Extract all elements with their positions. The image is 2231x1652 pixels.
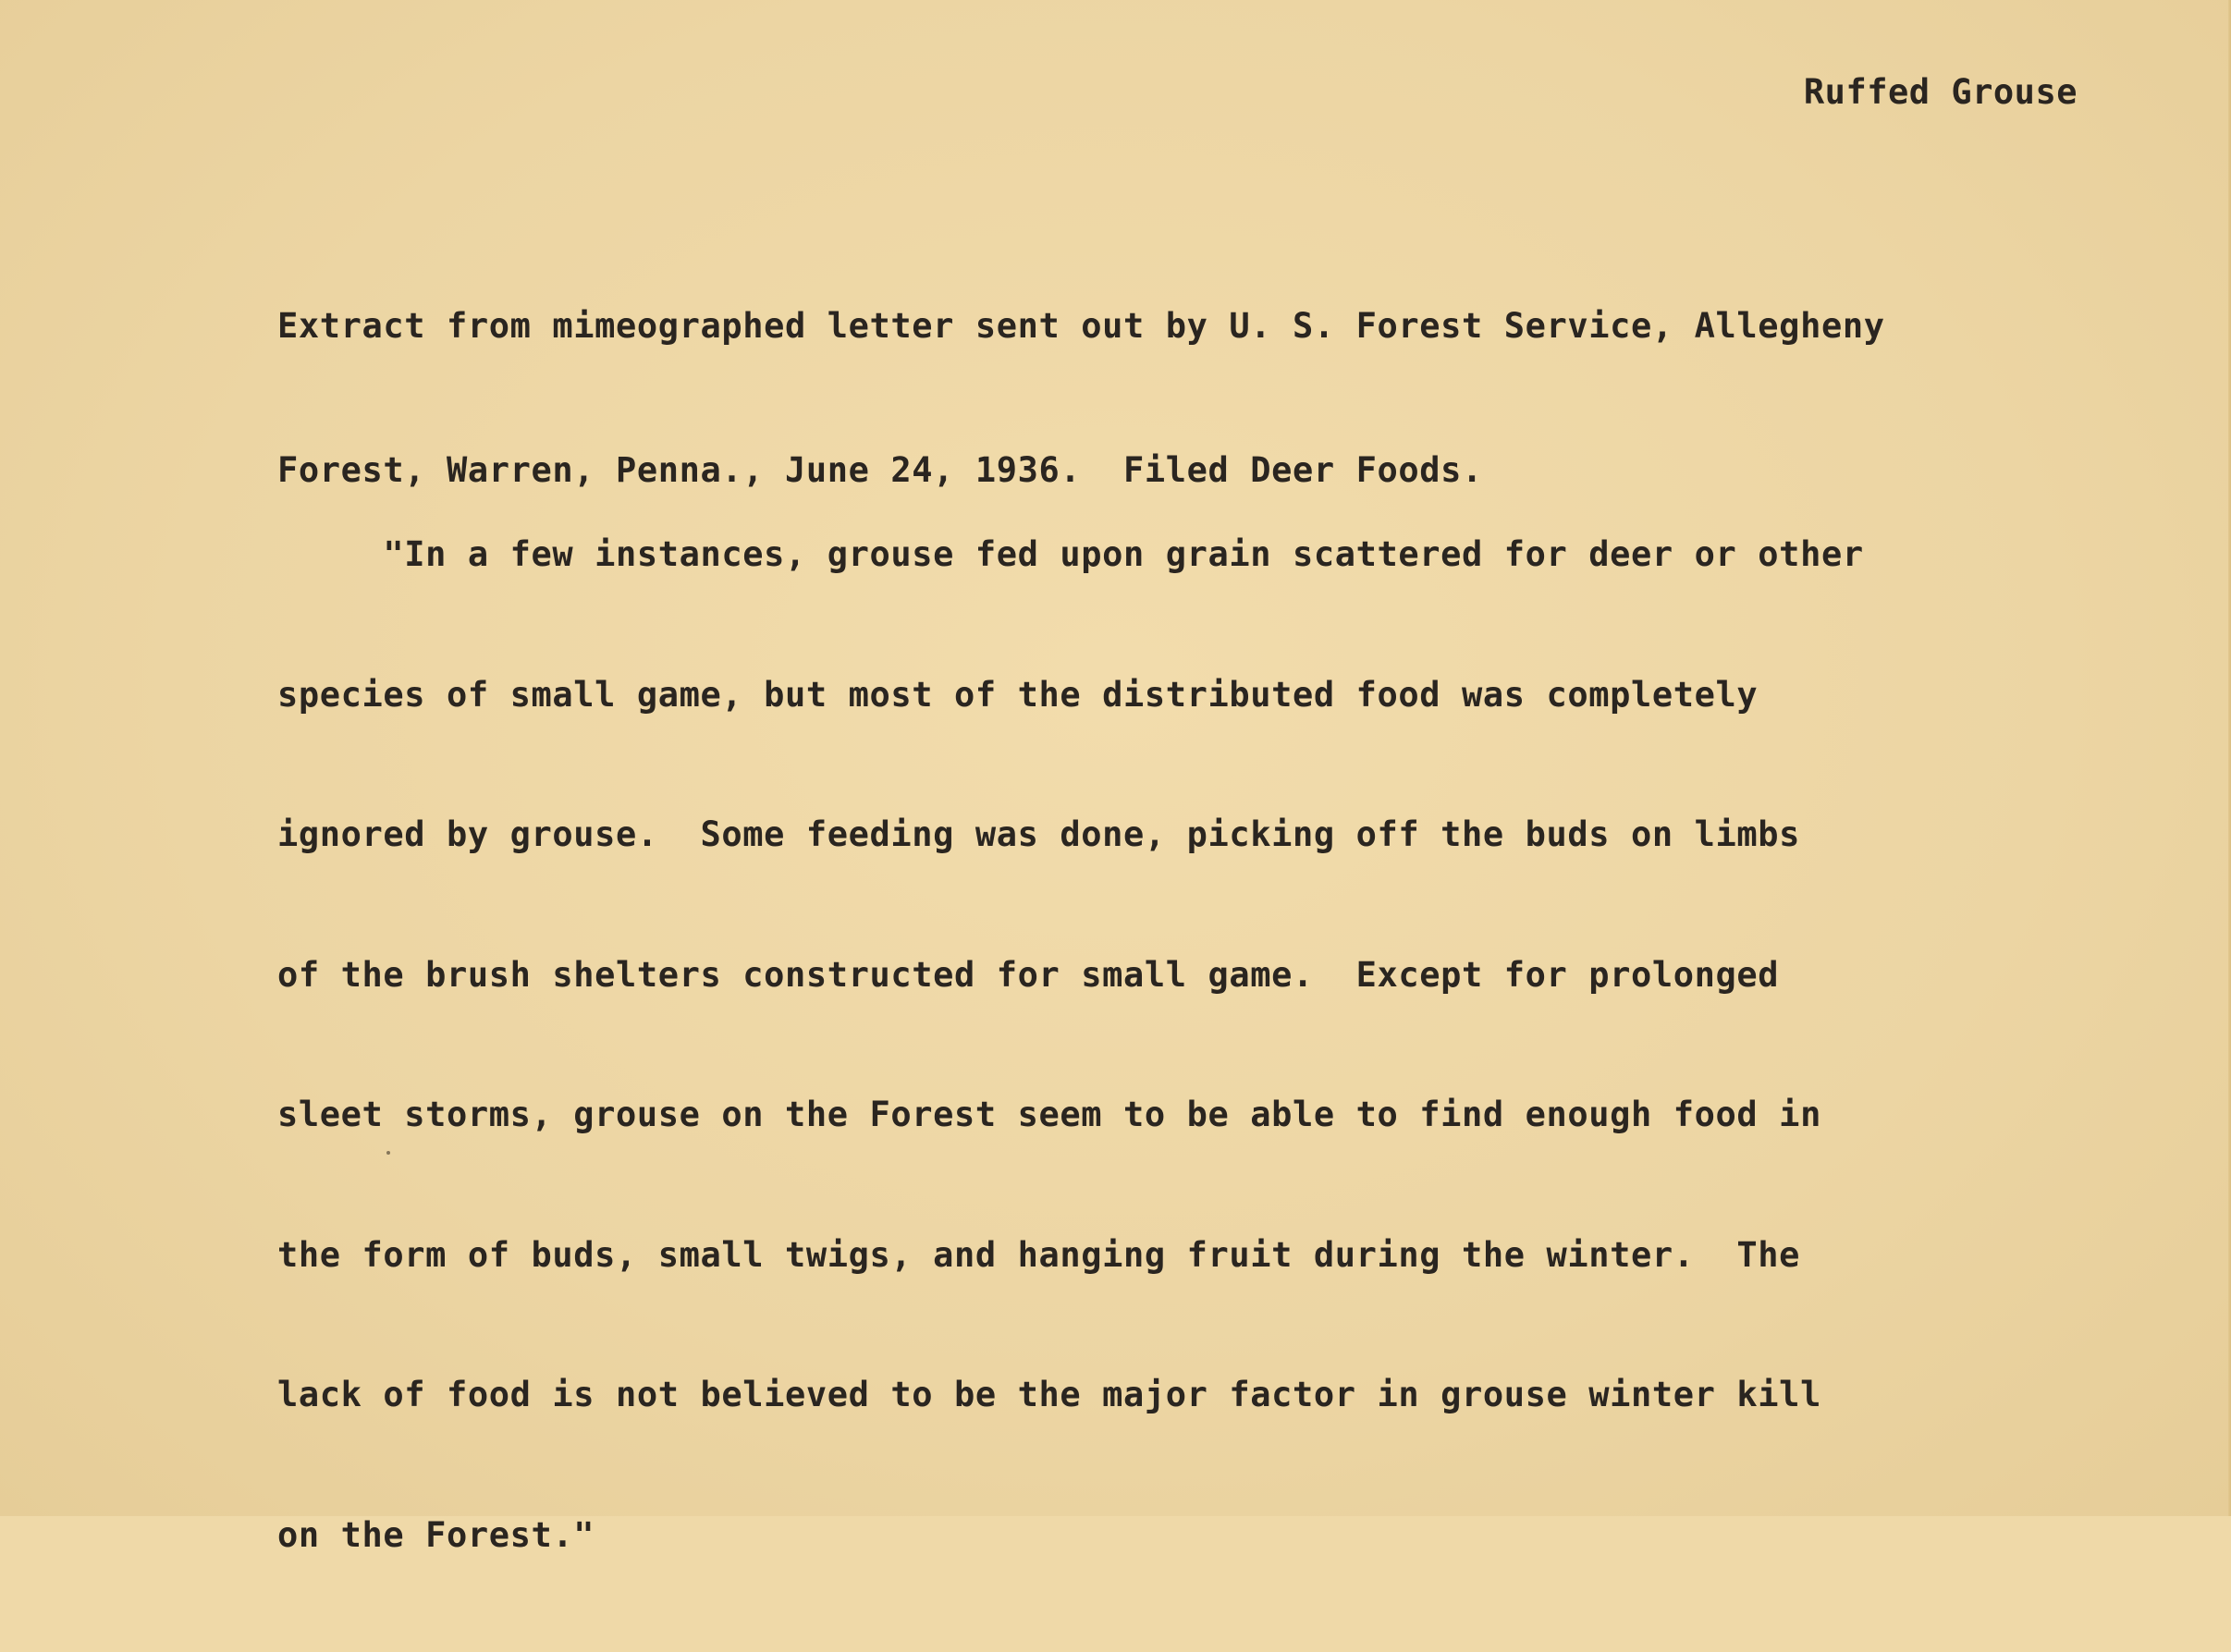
quote-line: species of small game, but most of the distributed food was completely [277, 674, 1759, 715]
quote-line: the form of buds, small twigs, and hanging fruit during the winter. The [277, 1234, 1801, 1275]
quote-line: lack of food is not believed to be the major factor in grouse winter kill [277, 1375, 1821, 1414]
subject-heading: Ruffed Grouse [1803, 72, 2078, 112]
quote-line: ignored by grouse. Some feeding was done, picking off the buds on limbs [277, 814, 1801, 854]
quote-line: on the Forest." [277, 1514, 595, 1555]
source-line: Extract from mimeographed letter sent out by U. S. Forest Service, Allegheny [277, 306, 1885, 346]
source-line: Forest, Warren, Penna., June 24, 1936. Filed Deer Foods. [277, 450, 1483, 490]
quote-line: "In a few instances, grouse fed upon grain scattered for deer or other [277, 534, 1864, 574]
paper-speck [386, 1151, 390, 1155]
quoted-extract [277, 438, 1864, 1652]
quote-line: of the brush shelters constructed for small game. Except for prolonged [277, 954, 1780, 995]
quote-line: sleet storms, grouse on the Forest seem to be able to find enough food in [277, 1095, 1821, 1134]
